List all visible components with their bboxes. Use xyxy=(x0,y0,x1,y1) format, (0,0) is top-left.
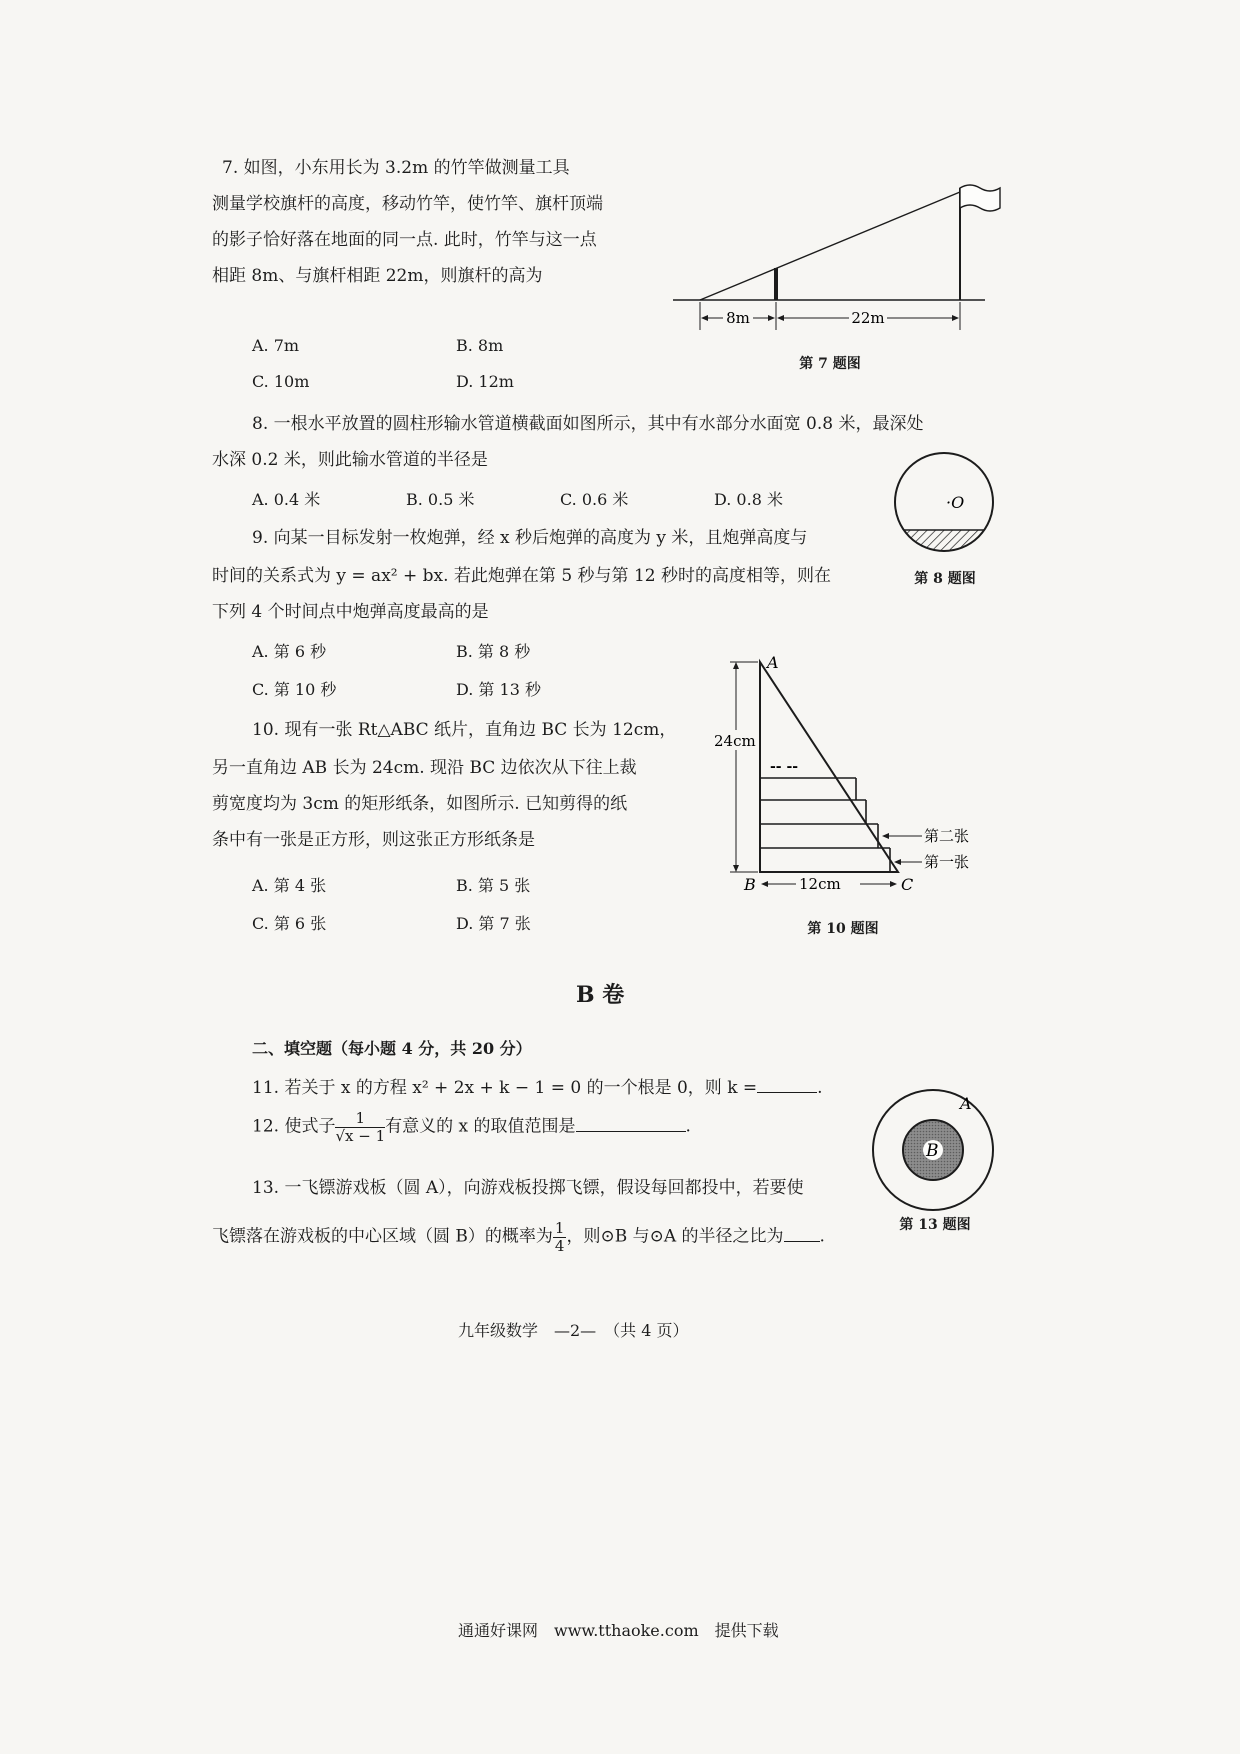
q7-arrowhead-22-left xyxy=(777,315,784,321)
q10-label-first: 第一张 xyxy=(924,853,970,871)
q13-figure xyxy=(868,1085,998,1215)
q12-suffix: 有意义的 x 的取值范围是 xyxy=(385,1116,576,1137)
q7-option-d: D. 12m xyxy=(456,372,514,391)
q10-figure xyxy=(710,650,1000,900)
q7-label-8m: 8m xyxy=(726,309,750,327)
q7-arrowhead-8-right xyxy=(768,315,775,321)
q10-option-c: C. 第 6 张 xyxy=(252,914,327,933)
q8-line-1: 8. 一根水平放置的圆柱形输水管道横截面如图所示，其中有水部分水面宽 0.8 米，最深处 xyxy=(252,414,924,434)
q10-line-2: 另一直角边 AB 长为 24cm. 现沿 BC 边依次从下往上裁 xyxy=(212,758,637,778)
q10-label-24cm: 24cm xyxy=(714,732,756,750)
section-b-heading: 二、填空题（每小题 4 分，共 20 分） xyxy=(252,1039,532,1058)
q12-frac-den: √x − 1 xyxy=(335,1126,386,1145)
q10-pointer-second-head xyxy=(882,833,889,839)
q8-option-d: D. 0.8 米 xyxy=(714,490,783,509)
q10-arrowhead-right xyxy=(890,881,897,887)
q10-option-a: A. 第 4 张 xyxy=(252,876,327,895)
q13-line-2 xyxy=(212,1220,825,1254)
question-12 xyxy=(252,1110,691,1144)
q7-option-c: C. 10m xyxy=(252,372,310,391)
q13-line-1: 13. 一飞镖游戏板（圆 A），向游戏板投掷飞镖，假设每回都投中，若要使 xyxy=(252,1178,804,1198)
q8-line-2: 水深 0.2 米，则此输水管道的半径是 xyxy=(212,450,488,470)
q12-prefix: 12. 使式子 xyxy=(252,1116,336,1137)
download-credit: 通通好课网 www.tthaoke.com 提供下载 xyxy=(458,1621,779,1640)
q13-frac-den: 4 xyxy=(554,1236,565,1255)
q9-option-a: A. 第 6 秒 xyxy=(252,642,327,661)
q13-end: . xyxy=(819,1226,825,1247)
q9-line-3: 下列 4 个时间点中炮弹高度最高的是 xyxy=(212,602,489,622)
q8-figure-caption: 第 8 题图 xyxy=(914,571,976,587)
q13-fraction xyxy=(553,1220,567,1254)
q7-flag xyxy=(960,185,1000,211)
q10-vertex-b: B xyxy=(744,875,756,894)
q10-line-1: 10. 现有一张 Rt△ABC 纸片，直角边 BC 长为 12cm， xyxy=(252,720,677,740)
q12-answer-blank xyxy=(576,1117,686,1132)
q11-end: . xyxy=(817,1078,823,1098)
q10-arrowhead-left xyxy=(761,881,768,887)
q7-option-b: B. 8m xyxy=(456,336,504,355)
q13-label-a: A xyxy=(960,1094,972,1113)
q10-arrowhead-bottom xyxy=(733,865,739,872)
q8-option-a: A. 0.4 米 xyxy=(252,490,321,509)
q7-label-22m: 22m xyxy=(851,309,885,327)
q10-line-4: 条中有一张是正方形，则这张正方形纸条是 xyxy=(212,830,535,850)
q10-line-3: 剪宽度均为 3cm 的矩形纸条，如图所示. 已知剪得的纸 xyxy=(212,794,628,814)
q12-fraction xyxy=(335,1110,385,1144)
q13-figure-caption: 第 13 题图 xyxy=(899,1217,971,1233)
q7-arrowhead-22-right xyxy=(952,315,959,321)
q10-pointer-first-head xyxy=(894,859,901,865)
q13-label-b: B xyxy=(926,1141,939,1161)
section-b-title: B 卷 xyxy=(576,982,625,1008)
q10-arrowhead-top xyxy=(733,662,739,669)
q7-figure-caption: 第 7 题图 xyxy=(799,356,861,372)
q7-line-2: 测量学校旗杆的高度，移动竹竿，使竹竿、旗杆顶端 xyxy=(212,194,603,214)
q7-line-4: 相距 8m、与旗杆相距 22m，则旗杆的高为 xyxy=(212,266,543,286)
question-11 xyxy=(252,1078,823,1097)
q8-figure xyxy=(890,448,1000,558)
q10-label-second: 第二张 xyxy=(924,827,970,845)
q12-end: . xyxy=(685,1116,691,1137)
q9-line-2: 时间的关系式为 y = ax² + bx. 若此炮弹在第 5 秒与第 12 秒时的高度相等，则在 xyxy=(212,566,831,586)
q13-suffix: ，则⊙B 与⊙A 的半径之比为 xyxy=(566,1226,784,1247)
q13-frac-num: 1 xyxy=(554,1219,565,1237)
q7-arrowhead-8-left xyxy=(701,315,708,321)
q7-line-1: 7. 如图，小东用长为 3.2m 的竹竿做测量工具 xyxy=(222,158,570,178)
q10-vertex-a: A xyxy=(767,653,779,672)
q10-vertex-c: C xyxy=(901,875,914,894)
q10-option-d: D. 第 7 张 xyxy=(456,914,531,933)
q10-ellipsis: -- -- xyxy=(770,759,799,775)
q9-option-b: B. 第 8 秒 xyxy=(456,642,531,661)
q7-sight-line xyxy=(700,192,960,300)
q11-answer-blank xyxy=(757,1078,817,1093)
q9-option-d: D. 第 13 秒 xyxy=(456,680,541,699)
q13-prefix: 飞镖落在游戏板的中心区域（圆 B）的概率为 xyxy=(212,1226,553,1247)
q10-label-12cm: 12cm xyxy=(799,875,841,893)
q8-option-c: C. 0.6 米 xyxy=(560,490,629,509)
page-footer: 九年级数学 —2— （共 4 页） xyxy=(458,1321,689,1340)
q10-figure-caption: 第 10 题图 xyxy=(807,921,879,937)
q8-center-label: ·O xyxy=(946,493,965,512)
q12-frac-num: 1 xyxy=(335,1110,385,1128)
q13-answer-blank xyxy=(784,1227,820,1242)
q9-line-1: 9. 向某一目标发射一枚炮弹，经 x 秒后炮弹的高度为 y 米，且炮弹高度与 xyxy=(252,528,808,548)
q9-option-c: C. 第 10 秒 xyxy=(252,680,337,699)
q7-option-a: A. 7m xyxy=(252,336,300,355)
q11-text: 11. 若关于 x 的方程 x² + 2x + k − 1 = 0 的一个根是 0，则 k = xyxy=(252,1078,758,1098)
q8-option-b: B. 0.5 米 xyxy=(406,490,475,509)
q7-figure xyxy=(665,180,1015,370)
q7-line-3: 的影子恰好落在地面的同一点. 此时，竹竿与这一点 xyxy=(212,230,597,250)
q10-option-b: B. 第 5 张 xyxy=(456,876,531,895)
